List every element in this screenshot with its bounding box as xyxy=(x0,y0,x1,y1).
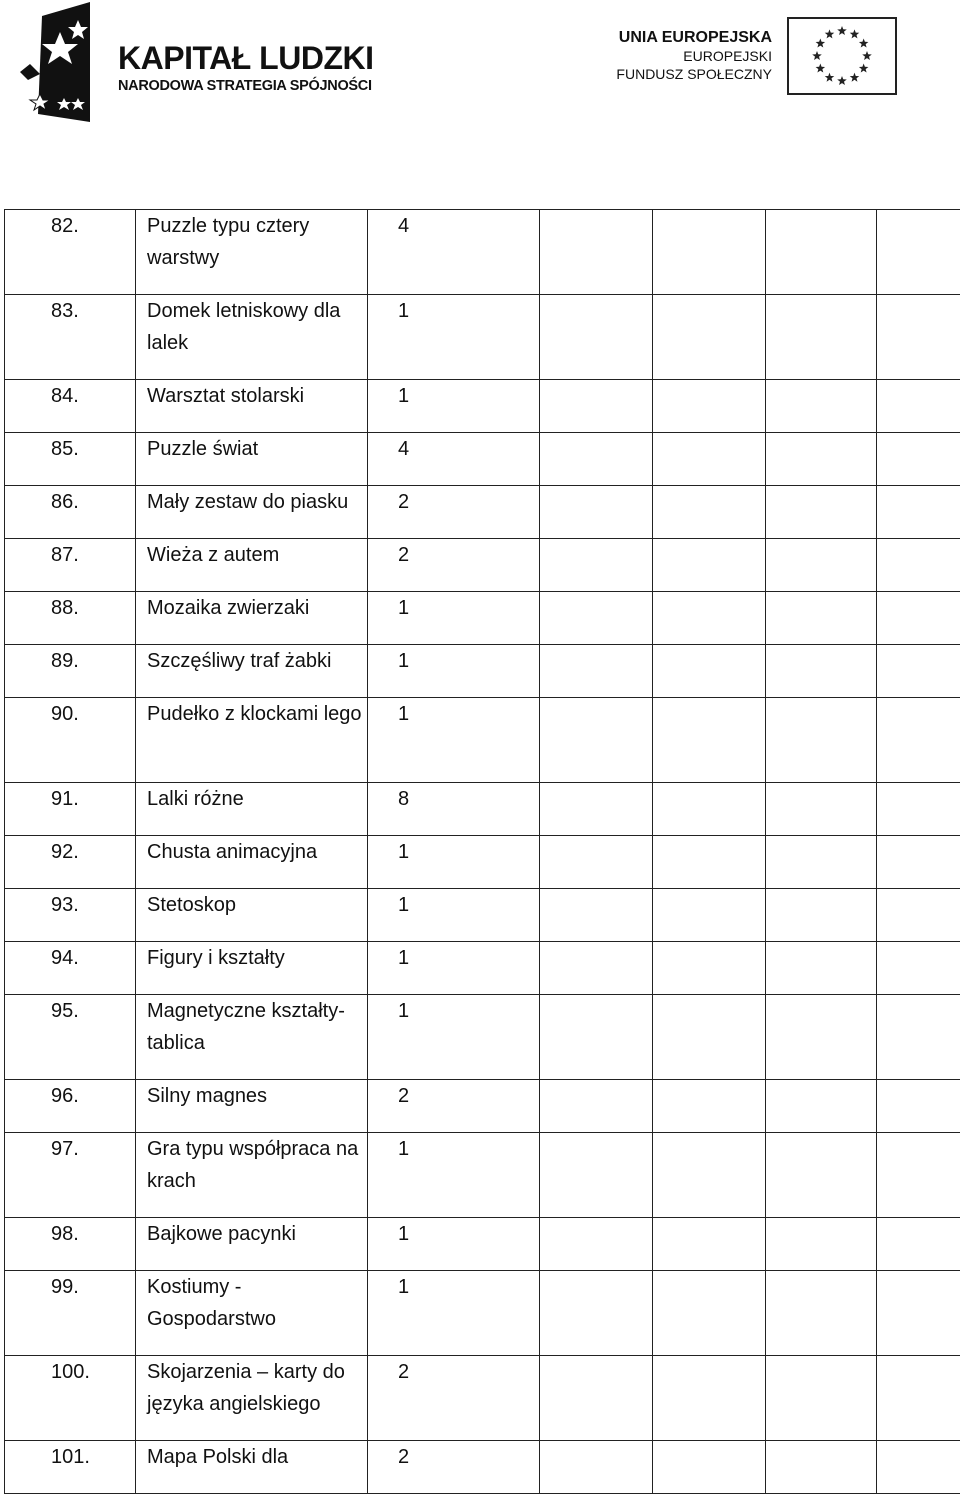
item-name: Domek letniskowy dla lalek xyxy=(136,295,368,380)
table-row xyxy=(5,1271,960,1356)
table-row xyxy=(5,210,960,295)
empty-cell xyxy=(766,783,877,836)
empty-cell xyxy=(766,1356,877,1441)
empty-cell xyxy=(766,836,877,889)
empty-cell xyxy=(540,380,653,433)
empty-cell xyxy=(653,1133,766,1218)
row-number: 86. xyxy=(5,486,136,539)
row-number: 84. xyxy=(5,380,136,433)
empty-cell xyxy=(653,592,766,645)
eu-star-icon xyxy=(850,73,860,82)
empty-cell xyxy=(653,995,766,1080)
table-row xyxy=(5,1133,960,1218)
empty-cell xyxy=(653,486,766,539)
item-quantity: 1 xyxy=(368,295,540,380)
item-quantity: 1 xyxy=(368,645,540,698)
empty-cell xyxy=(540,942,653,995)
row-number: 95. xyxy=(5,995,136,1080)
eu-star-icon xyxy=(859,39,869,48)
empty-cell xyxy=(540,645,653,698)
empty-cell xyxy=(540,1080,653,1133)
row-number: 97. xyxy=(5,1133,136,1218)
empty-cell xyxy=(877,995,960,1080)
empty-cell xyxy=(766,995,877,1080)
empty-cell xyxy=(766,380,877,433)
empty-cell xyxy=(877,1080,960,1133)
logo-subtitle: NARODOWA STRATEGIA SPÓJNOŚCI xyxy=(118,78,372,94)
empty-cell xyxy=(877,783,960,836)
row-number: 88. xyxy=(5,592,136,645)
item-name: Gra typu współpraca na krach xyxy=(136,1133,368,1218)
eu-star-icon xyxy=(812,51,822,60)
empty-cell xyxy=(766,645,877,698)
table-row xyxy=(5,942,960,995)
eu-line2: EUROPEJSKI xyxy=(683,48,772,64)
empty-cell xyxy=(766,433,877,486)
row-number: 101. xyxy=(5,1441,136,1494)
empty-cell xyxy=(540,295,653,380)
empty-cell xyxy=(766,1133,877,1218)
empty-cell xyxy=(653,836,766,889)
row-number: 91. xyxy=(5,783,136,836)
row-number: 83. xyxy=(5,295,136,380)
item-name: Figury i kształty xyxy=(136,942,368,995)
item-name: Mapa Polski dla xyxy=(136,1441,368,1494)
eu-star-icon xyxy=(837,26,847,35)
item-name: Lalki różne xyxy=(136,783,368,836)
item-name: Mozaika zwierzaki xyxy=(136,592,368,645)
empty-cell xyxy=(877,380,960,433)
eu-star-icon xyxy=(850,29,860,38)
empty-cell xyxy=(766,1271,877,1356)
eu-flag-icon xyxy=(787,17,897,95)
item-name: Skojarzenia – karty do języka angielskiego xyxy=(136,1356,368,1441)
empty-cell xyxy=(653,210,766,295)
eu-star-icon xyxy=(859,64,869,73)
table-row xyxy=(5,1218,960,1271)
row-number: 96. xyxy=(5,1080,136,1133)
item-quantity: 1 xyxy=(368,995,540,1080)
empty-cell xyxy=(877,889,960,942)
row-number: 89. xyxy=(5,645,136,698)
empty-cell xyxy=(540,889,653,942)
empty-cell xyxy=(766,889,877,942)
empty-cell xyxy=(877,645,960,698)
empty-cell xyxy=(540,210,653,295)
item-name: Szczęśliwy traf żabki xyxy=(136,645,368,698)
item-name: Magnetyczne kształty-tablica xyxy=(136,995,368,1080)
empty-cell xyxy=(540,486,653,539)
empty-cell xyxy=(877,433,960,486)
empty-cell xyxy=(877,698,960,783)
row-number: 87. xyxy=(5,539,136,592)
row-number: 94. xyxy=(5,942,136,995)
empty-cell xyxy=(540,1356,653,1441)
item-quantity: 1 xyxy=(368,1133,540,1218)
table-row xyxy=(5,698,960,783)
row-number: 100. xyxy=(5,1356,136,1441)
item-quantity: 1 xyxy=(368,836,540,889)
empty-cell xyxy=(877,836,960,889)
empty-cell xyxy=(766,210,877,295)
item-quantity: 2 xyxy=(368,1080,540,1133)
item-quantity: 2 xyxy=(368,1356,540,1441)
empty-cell xyxy=(540,592,653,645)
empty-cell xyxy=(540,698,653,783)
empty-cell xyxy=(877,1271,960,1356)
empty-cell xyxy=(653,783,766,836)
empty-cell xyxy=(653,433,766,486)
empty-cell xyxy=(540,433,653,486)
item-name: Bajkowe pacynki xyxy=(136,1218,368,1271)
eu-star-icon xyxy=(825,73,835,82)
eu-star-icon xyxy=(825,29,835,38)
empty-cell xyxy=(653,1218,766,1271)
empty-cell xyxy=(653,380,766,433)
table-row xyxy=(5,486,960,539)
kapital-ludzki-logo xyxy=(20,2,380,124)
item-name: Puzzle świat xyxy=(136,433,368,486)
row-number: 92. xyxy=(5,836,136,889)
row-number: 99. xyxy=(5,1271,136,1356)
item-quantity: 2 xyxy=(368,539,540,592)
empty-cell xyxy=(766,486,877,539)
table-row xyxy=(5,1080,960,1133)
table-row xyxy=(5,889,960,942)
empty-cell xyxy=(653,645,766,698)
item-quantity: 1 xyxy=(368,1271,540,1356)
empty-cell xyxy=(766,1080,877,1133)
empty-cell xyxy=(877,295,960,380)
row-number: 82. xyxy=(5,210,136,295)
item-quantity: 1 xyxy=(368,592,540,645)
empty-cell xyxy=(877,539,960,592)
item-name: Wieża z autem xyxy=(136,539,368,592)
table-row xyxy=(5,1356,960,1441)
table-row xyxy=(5,836,960,889)
item-quantity: 2 xyxy=(368,1441,540,1494)
item-name: Stetoskop xyxy=(136,889,368,942)
table-row xyxy=(5,295,960,380)
empty-cell xyxy=(877,1356,960,1441)
eu-star-icon xyxy=(862,51,872,60)
item-quantity: 4 xyxy=(368,433,540,486)
empty-cell xyxy=(877,942,960,995)
table-row xyxy=(5,1441,960,1494)
table-row xyxy=(5,645,960,698)
eu-star-icon xyxy=(816,64,826,73)
eu-star-icon xyxy=(816,39,826,48)
empty-cell xyxy=(877,1441,960,1494)
row-number: 98. xyxy=(5,1218,136,1271)
empty-cell xyxy=(766,698,877,783)
eu-star-icon xyxy=(837,76,847,85)
row-number: 93. xyxy=(5,889,136,942)
item-quantity: 4 xyxy=(368,210,540,295)
item-name: Warsztat stolarski xyxy=(136,380,368,433)
empty-cell xyxy=(766,942,877,995)
kapital-ludzki-emblem-icon xyxy=(20,2,120,124)
item-name: Silny magnes xyxy=(136,1080,368,1133)
empty-cell xyxy=(877,592,960,645)
table-row xyxy=(5,539,960,592)
empty-cell xyxy=(540,539,653,592)
item-quantity: 2 xyxy=(368,486,540,539)
table-row xyxy=(5,592,960,645)
empty-cell xyxy=(653,1271,766,1356)
item-name: Chusta animacyjna xyxy=(136,836,368,889)
table-row xyxy=(5,380,960,433)
empty-cell xyxy=(877,486,960,539)
table-row xyxy=(5,433,960,486)
empty-cell xyxy=(653,295,766,380)
empty-cell xyxy=(766,1441,877,1494)
item-quantity: 1 xyxy=(368,889,540,942)
empty-cell xyxy=(653,1356,766,1441)
item-name: Mały zestaw do piasku xyxy=(136,486,368,539)
logo-title: KAPITAŁ LUDZKI xyxy=(118,40,374,76)
item-quantity: 1 xyxy=(368,698,540,783)
table-row xyxy=(5,783,960,836)
eu-logo xyxy=(610,14,900,100)
item-name: Puzzle typu cztery warstwy xyxy=(136,210,368,295)
row-number: 90. xyxy=(5,698,136,783)
empty-cell xyxy=(540,836,653,889)
empty-cell xyxy=(766,539,877,592)
empty-cell xyxy=(877,1133,960,1218)
eu-line1: UNIA EUROPEJSKA xyxy=(618,29,772,46)
empty-cell xyxy=(877,1218,960,1271)
row-number: 85. xyxy=(5,433,136,486)
eu-text xyxy=(616,28,772,83)
empty-cell xyxy=(653,942,766,995)
empty-cell xyxy=(766,295,877,380)
eu-line3: FUNDUSZ SPOŁECZNY xyxy=(616,66,772,82)
item-name: Kostiumy - Gospodarstwo xyxy=(136,1271,368,1356)
empty-cell xyxy=(540,1218,653,1271)
empty-cell xyxy=(766,1218,877,1271)
table-row xyxy=(5,995,960,1080)
item-name: Pudełko z klockami lego xyxy=(136,698,368,783)
empty-cell xyxy=(540,1271,653,1356)
item-quantity: 1 xyxy=(368,942,540,995)
empty-cell xyxy=(653,889,766,942)
item-quantity: 8 xyxy=(368,783,540,836)
empty-cell xyxy=(540,783,653,836)
empty-cell xyxy=(540,1133,653,1218)
empty-cell xyxy=(653,698,766,783)
empty-cell xyxy=(653,539,766,592)
empty-cell xyxy=(653,1441,766,1494)
empty-cell xyxy=(540,995,653,1080)
item-quantity: 1 xyxy=(368,1218,540,1271)
inventory-table xyxy=(4,209,960,1494)
empty-cell xyxy=(877,210,960,295)
empty-cell xyxy=(653,1080,766,1133)
empty-cell xyxy=(540,1441,653,1494)
item-quantity: 1 xyxy=(368,380,540,433)
empty-cell xyxy=(766,592,877,645)
